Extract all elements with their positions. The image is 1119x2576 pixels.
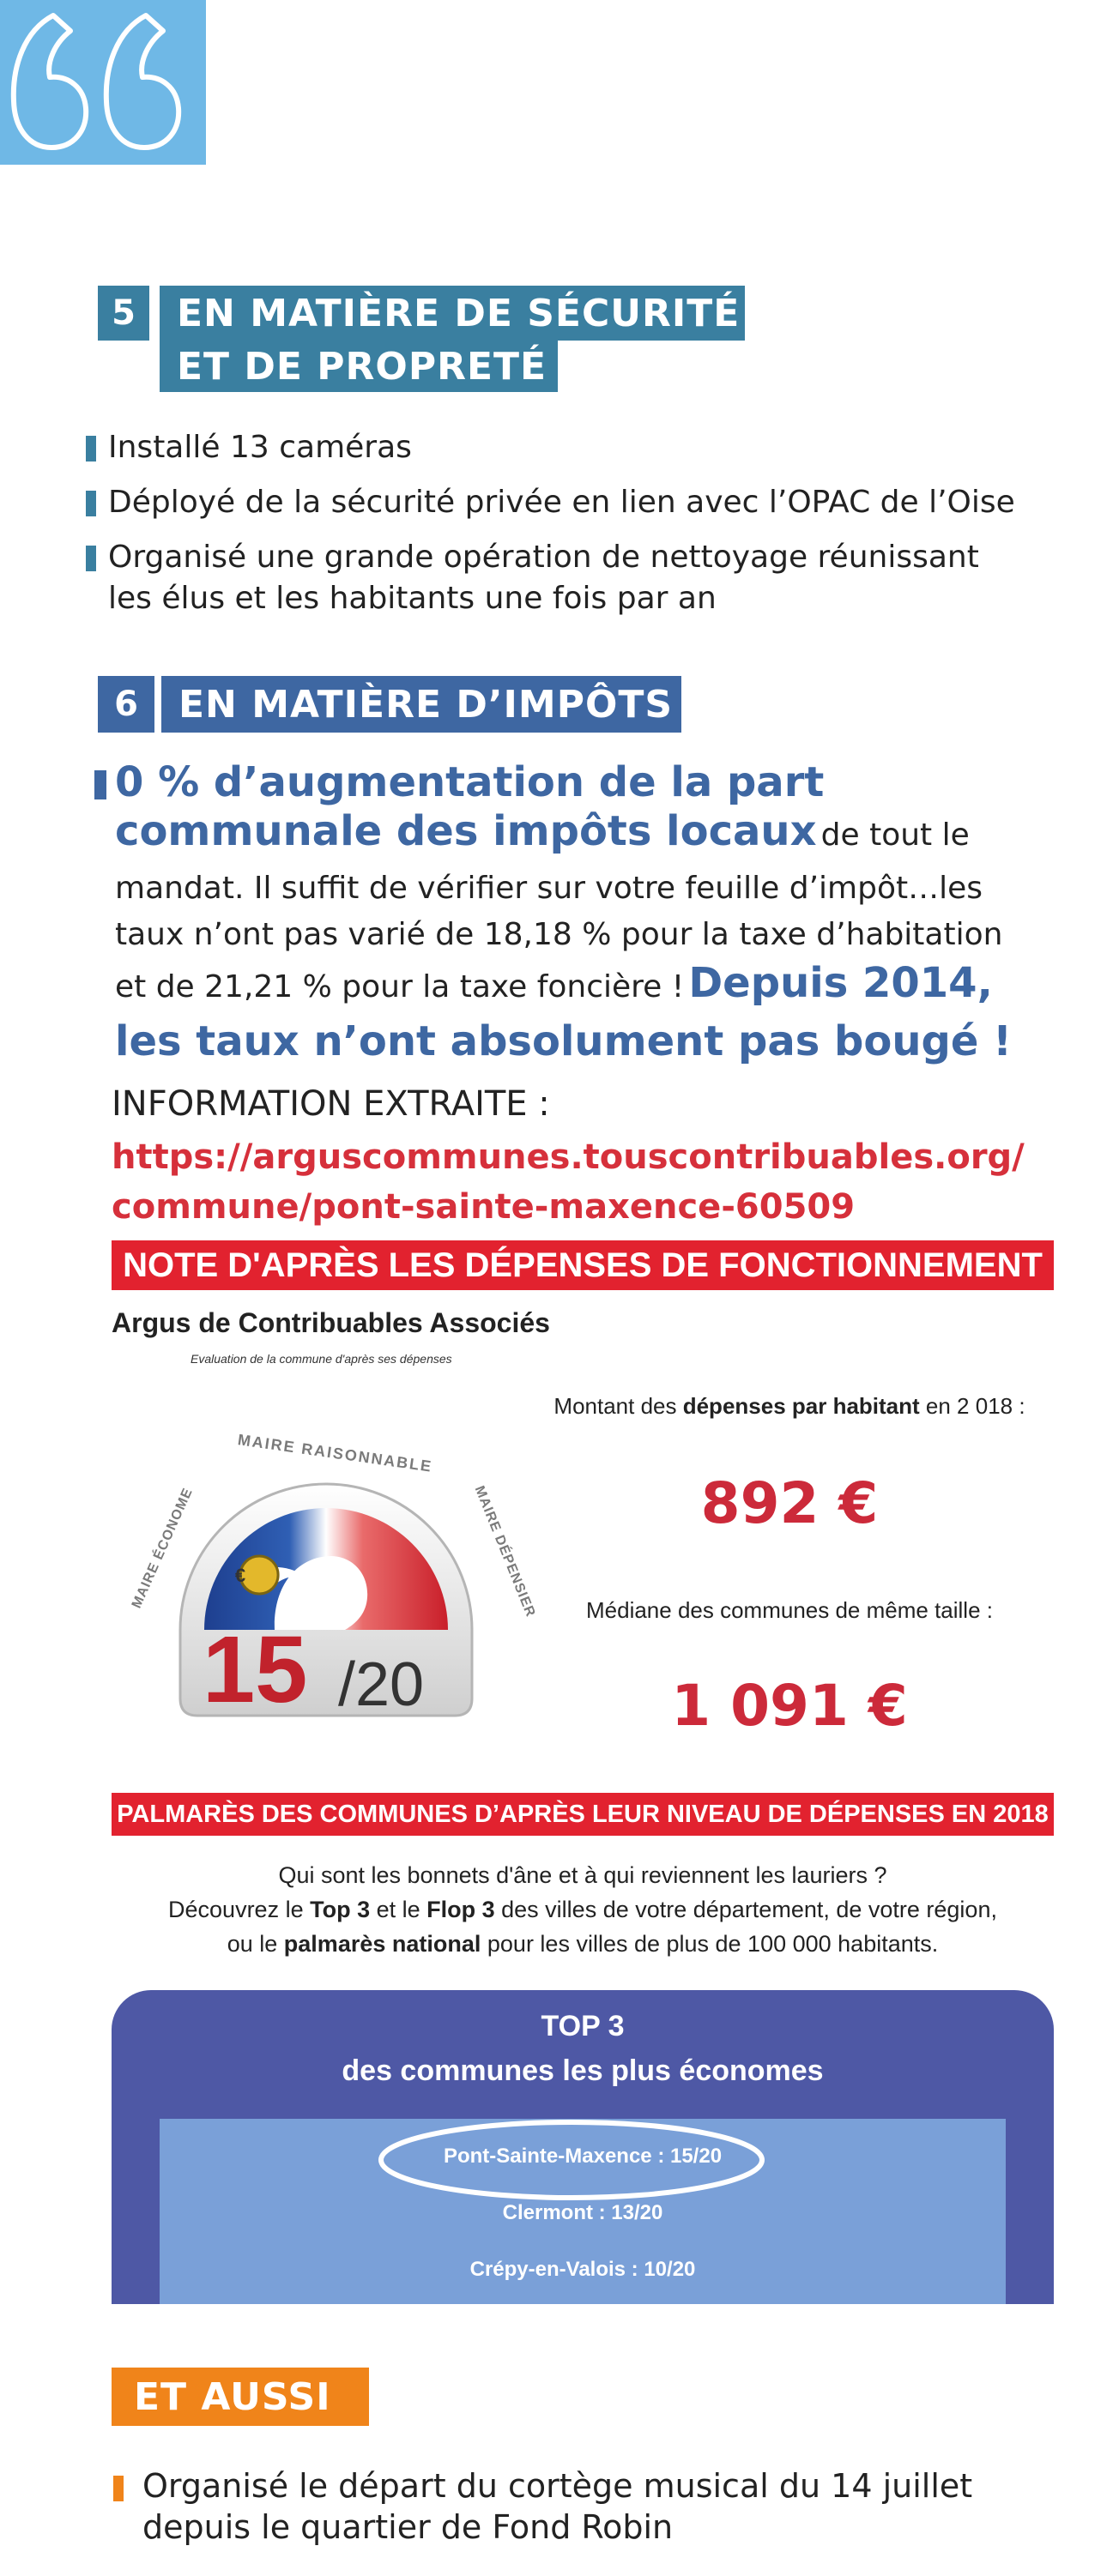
- body-line: et de 21,21 % pour la taxe foncière ! Depuis 2014,: [115, 959, 993, 1007]
- section-5-number: 5: [98, 286, 149, 341]
- et-aussi-title: ET AUSSI: [112, 2368, 369, 2426]
- list-item[interactable]: Clermont : 13/20: [502, 2201, 663, 2224]
- gauge-label-right: MAIRE DÉPENSIER: [471, 1483, 538, 1620]
- marianne-gauge-icon: [120, 1372, 532, 1733]
- top3-title: TOP 3: [541, 2010, 625, 2042]
- score-max: /20: [338, 1650, 425, 1719]
- list-item: Installé 13 caméras: [86, 427, 1073, 468]
- list-item: Organisé une grande opération de nettoyage réunissant: [86, 537, 1073, 578]
- palmares-banner: PALMARÈS DES COMMUNES D’APRÈS LEUR NIVEAU DE DÉPENSES EN 2018: [112, 1793, 1054, 1836]
- bullet-icon: [86, 491, 96, 516]
- body-line: taux n’ont pas varié de 18,18 % pour la taxe d’habitation: [115, 917, 1003, 952]
- median-label: Médiane des communes de même taille :: [585, 1597, 993, 1623]
- section-6-text: [115, 758, 1093, 1065]
- gauge-caption: Evaluation de la commune d'après ses dépenses: [191, 1352, 452, 1366]
- list-item[interactable]: Crépy-en-Valois : 10/20: [469, 2258, 696, 2281]
- top3-card: [112, 1990, 1054, 2304]
- et-aussi-item: Organisé le départ du cortège musical du 14 juillet depuis le quartier de Fond Robin: [142, 2467, 973, 2546]
- top3-subtitle: des communes les plus économes: [342, 2054, 824, 2087]
- bullet-icon: [86, 546, 96, 571]
- svg-text:€: €: [234, 1565, 246, 1586]
- amount-value: 892 €: [700, 1470, 879, 1536]
- rating-gauge: [120, 1372, 538, 1733]
- section-5-list: [86, 427, 1073, 619]
- score-value: 15: [203, 1617, 308, 1722]
- highlight-line2: communale des impôts locaux de tout le: [115, 807, 970, 855]
- argus-org: Argus de Contribuables Associés: [112, 1307, 550, 1338]
- body-line: mandat. Il suffit de vérifier sur votre feuille d’impôt…les: [115, 871, 983, 906]
- palmares-intro: Qui sont les bonnets d'âne et à qui reviennent les lauriers ? Découvrez le Top 3 et le Flop 3 des villes de votre département, de votre région, ou le palmarès national pour les villes de plus de 100 000 habitants.: [168, 1862, 997, 1957]
- median-value: 1 091 €: [671, 1673, 908, 1739]
- source-link[interactable]: https://arguscommunes.touscontribuables.org/ commune/pont-sainte-maxence-60509: [112, 1137, 1025, 1227]
- section-5-title-line2: ET DE PROPRETÉ: [160, 341, 558, 392]
- top3-list: [160, 2119, 1006, 2304]
- list-item-continuation: les élus et les habitants une fois par an: [108, 581, 717, 616]
- amount-label: Montant des dépenses par habitant en 2 018 :: [553, 1393, 1025, 1419]
- list-item[interactable]: Pont-Sainte-Maxence : 15/20: [443, 2145, 723, 2168]
- quote-block: [0, 0, 206, 165]
- highlight-line1: 0 % d’augmentation de la part: [115, 758, 825, 806]
- quote-mark-icon: [0, 0, 206, 165]
- bullet-icon: [86, 436, 96, 462]
- gauge-label-top: MAIRE RAISONNABLE: [236, 1431, 434, 1475]
- section-6-number: 6: [98, 676, 154, 733]
- info-label: INFORMATION EXTRAITE :: [112, 1084, 550, 1124]
- section-5-title-line1: EN MATIÈRE DE SÉCURITÉ: [160, 286, 745, 341]
- gauge-label-left: MAIRE ÉCONOME: [129, 1486, 196, 1611]
- note-banner: NOTE D'APRÈS LES DÉPENSES DE FONCTIONNEMENT: [112, 1240, 1054, 1290]
- section-6-title: EN MATIÈRE D’IMPÔTS: [161, 676, 681, 733]
- bullet-icon: [94, 770, 106, 799]
- bullet-icon: [113, 2476, 124, 2501]
- list-item: Déployé de la sécurité privée en lien avec l’OPAC de l’Oise: [86, 482, 1073, 523]
- conclusion-line: les taux n’ont absolument pas bougé !: [115, 1017, 1013, 1065]
